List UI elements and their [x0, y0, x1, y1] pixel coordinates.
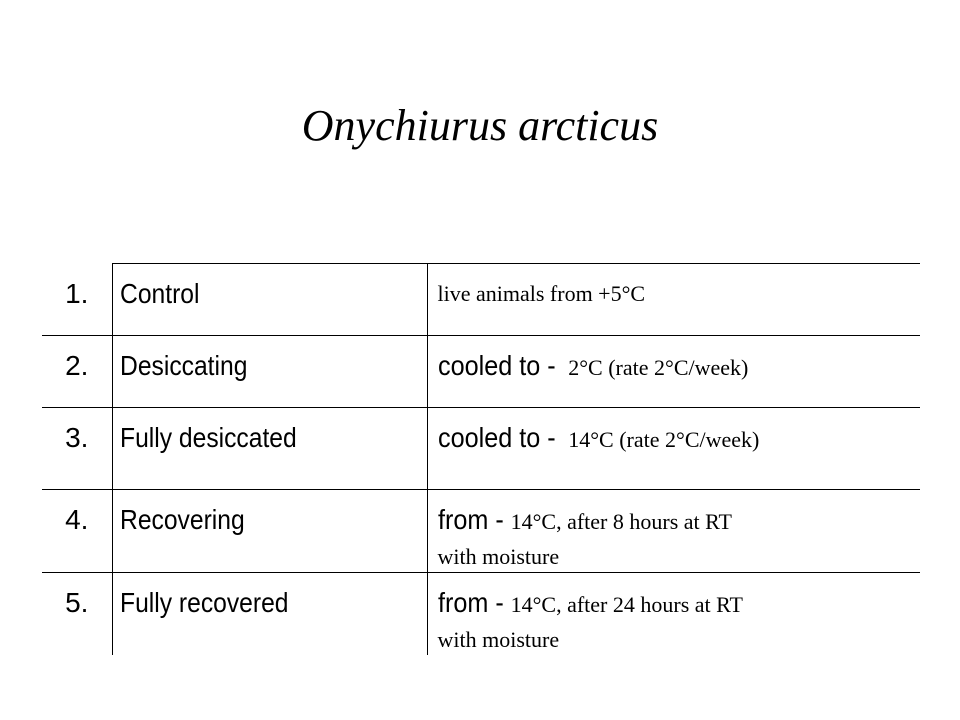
row-number: 5.	[65, 587, 89, 618]
description-rest: 2°C (rate 2°C/week)	[568, 355, 749, 380]
description-rest: 14°C, after 8 hours at RT	[510, 509, 732, 534]
treatment-description-cell	[427, 408, 920, 490]
treatment-name: Fully desiccated	[119, 422, 297, 453]
description-lead: from -	[437, 587, 504, 618]
row-number-cell	[42, 336, 112, 408]
treatment-description	[428, 490, 921, 572]
table-row	[42, 490, 920, 573]
treatment-name: Recovering	[119, 504, 245, 535]
treatment-name-cell	[112, 490, 427, 573]
treatment-name-cell	[112, 264, 427, 336]
treatment-description-cell	[427, 490, 920, 573]
row-number-cell	[42, 408, 112, 490]
table-row	[42, 264, 920, 336]
description-lead: cooled to -	[437, 422, 556, 453]
treatment-name-cell	[112, 573, 427, 656]
description-lead: from -	[437, 504, 504, 535]
treatment-name: Control	[119, 278, 199, 309]
treatment-description	[428, 408, 921, 460]
treatment-name: Desiccating	[119, 350, 247, 381]
treatment-description	[428, 573, 921, 655]
treatment-description-cell	[427, 264, 920, 336]
table-row	[42, 408, 920, 490]
treatment-description-cell	[427, 336, 920, 408]
slide-title: Onychiurus arcticus	[301, 101, 659, 150]
treatment-name-cell	[112, 408, 427, 490]
treatment-name: Fully recovered	[119, 587, 288, 618]
table-row	[42, 336, 920, 408]
treatment-table	[42, 263, 920, 655]
row-number: 1.	[65, 277, 89, 309]
table-row	[42, 573, 920, 656]
row-number-cell	[42, 490, 112, 573]
treatment-table-container	[42, 263, 920, 655]
row-number: 4.	[65, 504, 89, 535]
description-rest: 14°C (rate 2°C/week)	[568, 427, 760, 452]
description-line-2: with moisture	[437, 544, 560, 569]
description-line-2: with moisture	[437, 627, 560, 652]
description-rest: 14°C, after 24 hours at RT	[510, 592, 743, 617]
description-lead: cooled to -	[437, 350, 556, 381]
row-number: 3.	[65, 422, 89, 453]
row-number-cell	[42, 573, 112, 656]
row-number: 2.	[65, 350, 89, 381]
treatment-description	[428, 336, 921, 388]
treatment-description-cell	[427, 573, 920, 656]
treatment-name-cell	[112, 336, 427, 408]
treatment-description: live animals from +5°C	[437, 281, 646, 306]
row-number-cell	[42, 264, 112, 336]
